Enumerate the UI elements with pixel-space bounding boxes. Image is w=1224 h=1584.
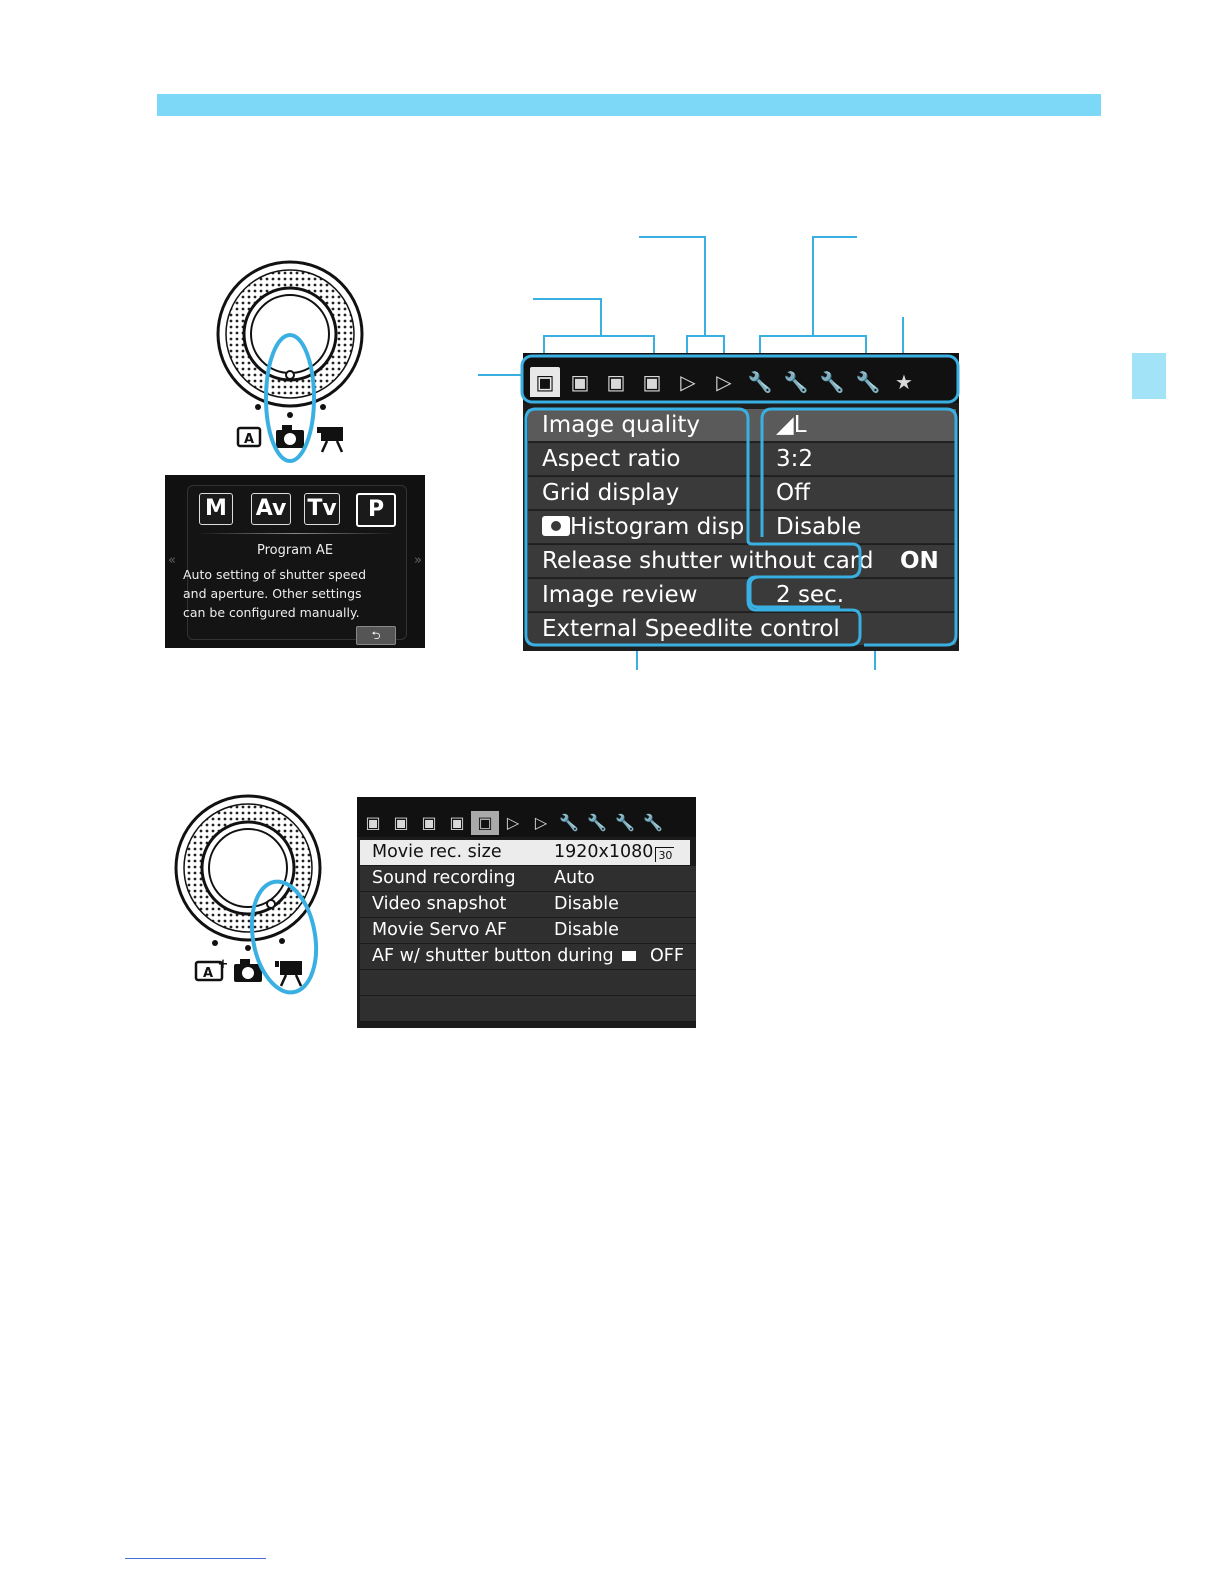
tab-setup-1[interactable]: 🔧: [747, 370, 773, 394]
mode-name: Program AE: [256, 543, 334, 558]
tab-playback-2[interactable]: ▷: [716, 370, 732, 394]
movie-icon: [622, 951, 636, 961]
divider: [193, 533, 399, 534]
mode-key-p[interactable]: P: [356, 493, 396, 527]
mode-key-tv[interactable]: Tv: [304, 493, 340, 525]
svg-text:A: A: [202, 966, 214, 981]
tab-playback-2[interactable]: ▷: [534, 813, 548, 832]
menu-item-release-shutter-without-card[interactable]: Release shutter without card ON: [528, 545, 956, 578]
menu-item-empty: [360, 996, 696, 1022]
tab-shooting-1[interactable]: ▣: [365, 813, 381, 832]
menu-item-movie-rec-size[interactable]: Movie rec. size 1920x1080 30: [360, 840, 690, 866]
menu-item-aspect-ratio[interactable]: Aspect ratio 3:2: [528, 443, 956, 476]
tab-shooting-2[interactable]: ▣: [393, 813, 409, 832]
menu-item-movie-servo-af[interactable]: Movie Servo AF Disable: [360, 918, 696, 944]
svg-text:+: +: [217, 957, 229, 972]
tab-playback-1[interactable]: ▷: [680, 370, 696, 394]
movie-mode-icon: [317, 427, 343, 452]
chevron-left-icon[interactable]: «: [168, 553, 176, 568]
tab-shooting-4[interactable]: ▣: [642, 370, 662, 394]
callout-setup-tabs: [813, 237, 857, 336]
return-arrow-icon[interactable]: ⮌: [356, 626, 396, 645]
mode-dial-illustration-1: [210, 258, 370, 468]
tab-setup-4[interactable]: 🔧: [643, 813, 663, 832]
callout-playback-tabs: [639, 237, 705, 336]
tab-setup-3[interactable]: 🔧: [615, 813, 635, 832]
tab-shooting-3[interactable]: ▣: [606, 370, 626, 394]
camera-icon: [542, 516, 570, 536]
tab-setup-2[interactable]: 🔧: [783, 370, 809, 394]
mode-description: Auto setting of shutter speed and aperture. Other settings can be configured manually.: [183, 567, 367, 620]
mode-key-m[interactable]: M: [199, 493, 233, 525]
menu-item-image-review[interactable]: Image review 2 sec.: [528, 579, 956, 612]
tab-movie[interactable]: ▣: [471, 811, 499, 835]
tab-setup-2[interactable]: 🔧: [587, 813, 607, 832]
footer-link-rule: [125, 1558, 266, 1559]
scene-intelligent-auto-icon: [196, 957, 228, 981]
auto-mode-icon: [238, 428, 260, 447]
tab-shooting-3[interactable]: ▣: [421, 813, 437, 832]
movie-mode-icon: [275, 961, 302, 986]
svg-text:A: A: [243, 432, 255, 447]
menu-item-grid-display[interactable]: Grid display Off: [528, 477, 956, 510]
tab-setup-1[interactable]: 🔧: [559, 813, 579, 832]
camera-menu-screen: [523, 353, 959, 651]
menu-item-af-shutter-button-during-movie[interactable]: AF w/ shutter button during OFF: [360, 944, 696, 970]
30-fps-icon: 30: [655, 847, 674, 862]
camera-mode-icon: [276, 425, 304, 448]
movie-menu-screen: [357, 797, 696, 1028]
tab-setup-3[interactable]: 🔧: [819, 370, 845, 394]
mode-dial-illustration-2: [168, 792, 328, 1002]
tab-shooting-1[interactable]: ▣: [530, 367, 560, 397]
tab-shooting-4[interactable]: ▣: [449, 813, 465, 832]
tab-shooting-2[interactable]: ▣: [570, 370, 590, 394]
menu-item-image-quality[interactable]: Image quality ◢L: [528, 409, 956, 442]
menu-item-empty: [360, 970, 696, 996]
chevron-right-icon[interactable]: »: [414, 553, 422, 568]
menu-item-sound-recording[interactable]: Sound recording Auto: [360, 866, 696, 892]
mode-key-av[interactable]: Av: [251, 493, 291, 525]
callout-shooting-tabs: [533, 299, 601, 336]
menu-item-video-snapshot[interactable]: Video snapshot Disable: [360, 892, 696, 918]
tab-my-menu[interactable]: ★: [895, 370, 913, 394]
tab-playback-1[interactable]: ▷: [506, 813, 520, 832]
menu-item-histogram-disp[interactable]: Histogram disp Disable: [528, 511, 956, 544]
shooting-mode-screen: [165, 475, 425, 648]
tab-setup-4[interactable]: 🔧: [855, 370, 881, 394]
menu-item-external-speedlite-control[interactable]: External Speedlite control: [528, 613, 956, 646]
